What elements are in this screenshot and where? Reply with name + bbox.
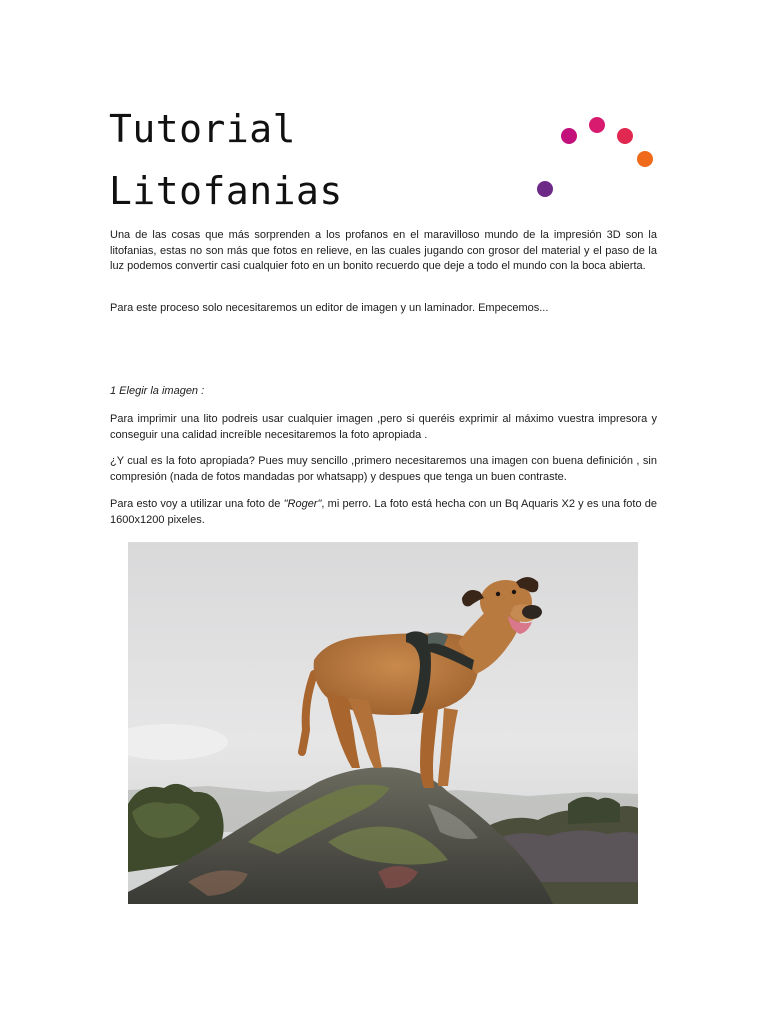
section-heading: 1 Elegir la imagen : [110,385,205,397]
dot-4 [637,151,653,167]
intro-paragraph-2: Para este proceso solo necesitaremos un editor de imagen y un laminador. Empecemos... [110,302,549,314]
dog-photo [128,542,638,904]
section-paragraph-2: ¿Y cual es la foto apropiada? Pues muy sencillo ,primero necesitaremos una imagen con buena definición , sin compresión (nada de fotos mandadas por whatsapp) y despues que tenga un buen contraste. [110,455,657,483]
dot-1 [561,128,577,144]
dog-name: "Roger" [283,498,322,510]
section-paragraph-3 [110,497,657,528]
section-paragraph-1: Para imprimir una lito podreis usar cualquier imagen ,pero si queréis exprimir al máximo vuestra impresora y conseguir una calidad increíble necesitaremos la foto apropiada . [110,413,657,441]
paragraph-3-text-a: Para esto voy a utilizar una foto de [110,498,284,510]
dog-photo-illustration [128,542,638,904]
dot-3 [617,128,633,144]
dot-5 [537,181,553,197]
title-line-1: Tutorial [109,107,297,151]
page-title [109,98,343,222]
intro-paragraph-1: Una de las cosas que más sorprenden a los profanos en el maravilloso mundo de la impresión 3D son la litofanias, estas no son más que fotos en relieve, en las cuales jugando con grosor del material y el paso de la luz podemos convertir casi cualquier foto en un bonito recuerdo que deje a todo el mundo con la boca abierta. [110,229,657,272]
paragraph-3-text-b: , mi perro. La foto está hecha con un Bq Aquaris X2 y es una foto de 1600x1200 pixeles. [110,498,657,526]
title-line-2: Litofanias [109,169,343,213]
dot-2 [589,117,605,133]
